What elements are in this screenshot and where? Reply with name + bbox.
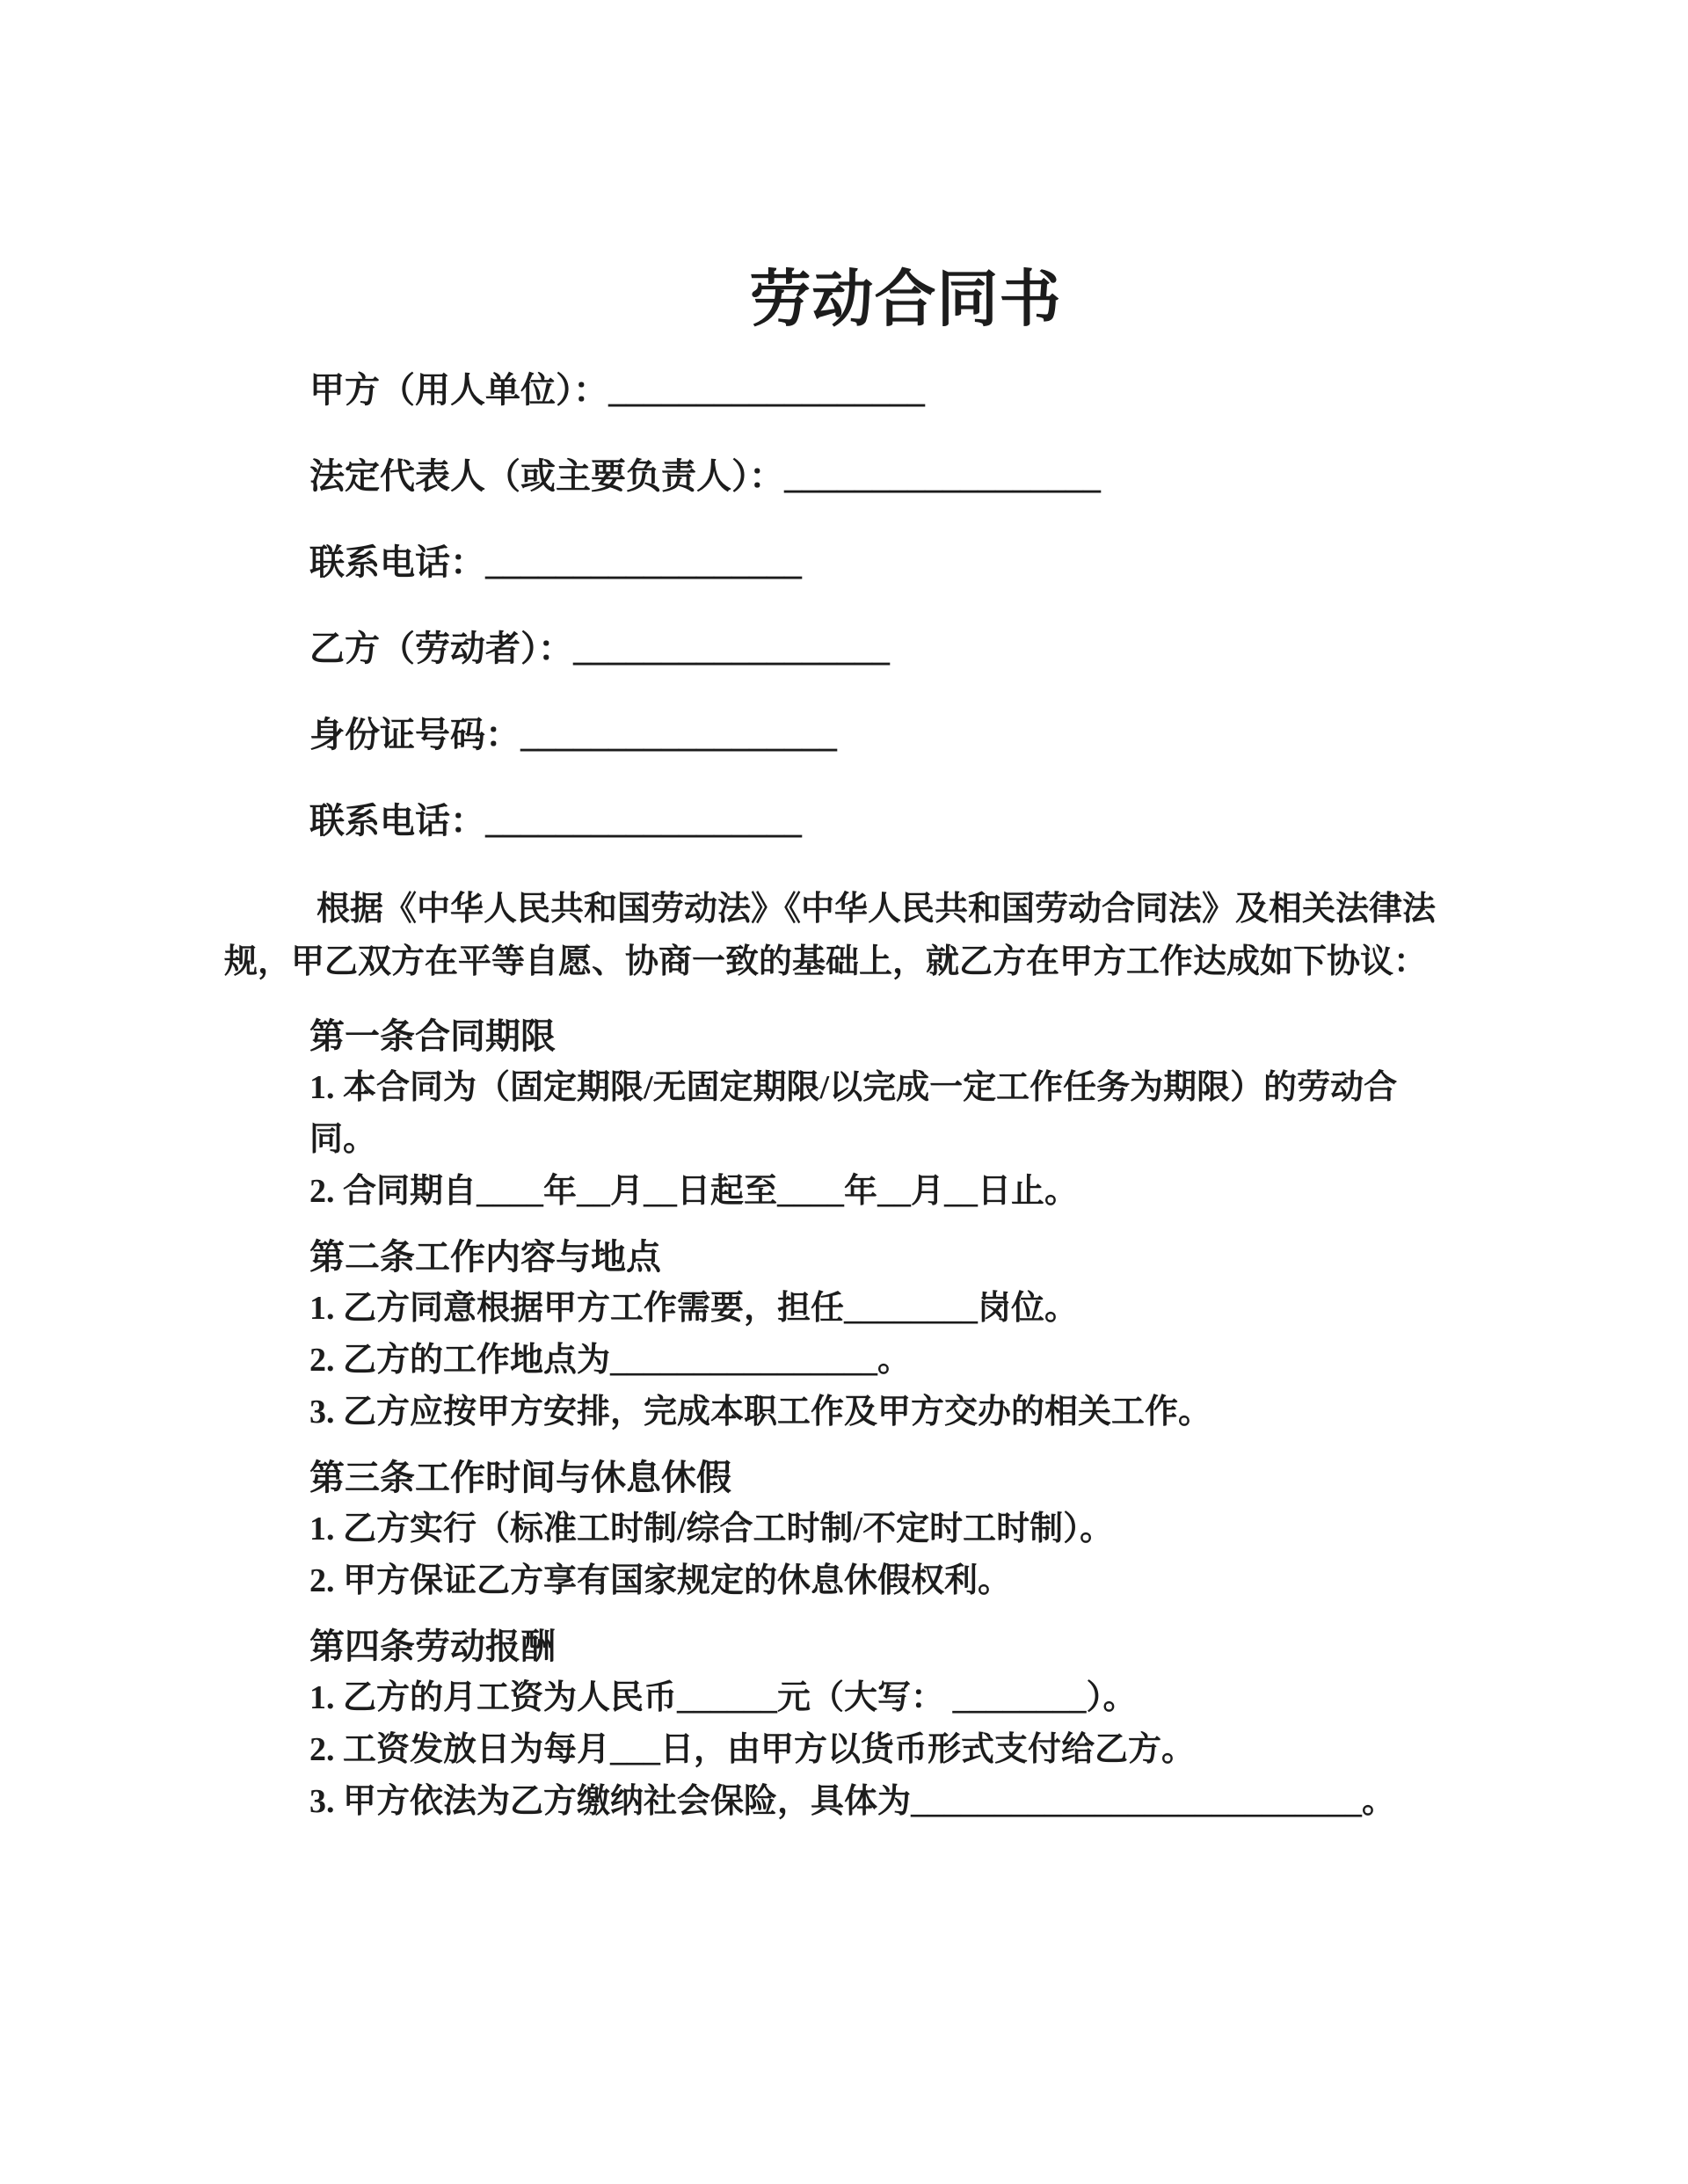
section-4-item-3: 3. 甲方依法为乙方缴纳社会保险，具体为___________________________。 (309, 1783, 1396, 1820)
section-4-item-1: 1. 乙方的月工资为人民币______元（大写： ________）。 (309, 1679, 1137, 1716)
section-3-item-2: 2. 甲方保证乙方享有国家规定的休息休假权利。 (309, 1562, 1012, 1599)
document-title: 劳动合同书 (749, 266, 1062, 334)
party-b-block (224, 624, 1473, 846)
party-a-name-line: 甲方（用人单位）：__________________ (309, 370, 925, 410)
party-b-phone-line: 联系电话：__________________ (309, 801, 802, 841)
section-2-heading: 第二条工作内容与地点 (309, 1237, 661, 1277)
section-4-heading: 第四条劳动报酬 (309, 1627, 556, 1666)
section-1-item-1: 1. 本合同为（固定期限/无固定期限/以完成一定工作任务为期限）的劳动合同。 (309, 1069, 1398, 1158)
section-contract-term (309, 1010, 1426, 1218)
party-a-legal-rep-line: 法定代表人（或主要负责人）：__________________ (309, 456, 1101, 496)
section-2-item-2: 2. 乙方的工作地点为________________。 (309, 1342, 912, 1379)
section-work-hours-rest (309, 1452, 1426, 1607)
section-2-item-3: 3. 乙方应按甲方安排，完成本职工作及甲方交办的相关工作。 (309, 1394, 1212, 1431)
section-3-item-1: 1. 乙方实行（标准工时制/综合工时制/不定时工时制）。 (309, 1511, 1114, 1547)
preamble-paragraph: 根据《中华人民共和国劳动法》《中华人民共和国劳动合同法》及相关法律法规，甲乙双方在平等自愿、协商一致的基础上，就乙方在甲方工作达成如下协议： (224, 891, 1437, 980)
section-1-heading: 第一条合同期限 (309, 1016, 556, 1056)
party-b-id-line: 身份证号码：__________________ (309, 715, 837, 754)
section-labor-compensation (309, 1620, 1426, 1828)
party-b-name-line: 乙方（劳动者）：__________________ (309, 629, 890, 668)
party-a-phone-line: 联系电话：__________________ (309, 542, 802, 582)
contract-document (224, 260, 1473, 1828)
section-3-heading: 第三条工作时间与休息休假 (309, 1458, 731, 1497)
section-1-item-2: 2. 合同期自____年__月__日起至____年__月__日止。 (309, 1173, 1079, 1210)
section-2-item-1: 1. 乙方同意根据甲方工作需要，担任________岗位。 (309, 1290, 1079, 1327)
party-a-block (224, 366, 1473, 587)
section-work-content-location (309, 1231, 1426, 1438)
section-4-item-2: 2. 工资发放日为每月___日，由甲方以货币形式支付给乙方。 (309, 1731, 1196, 1768)
